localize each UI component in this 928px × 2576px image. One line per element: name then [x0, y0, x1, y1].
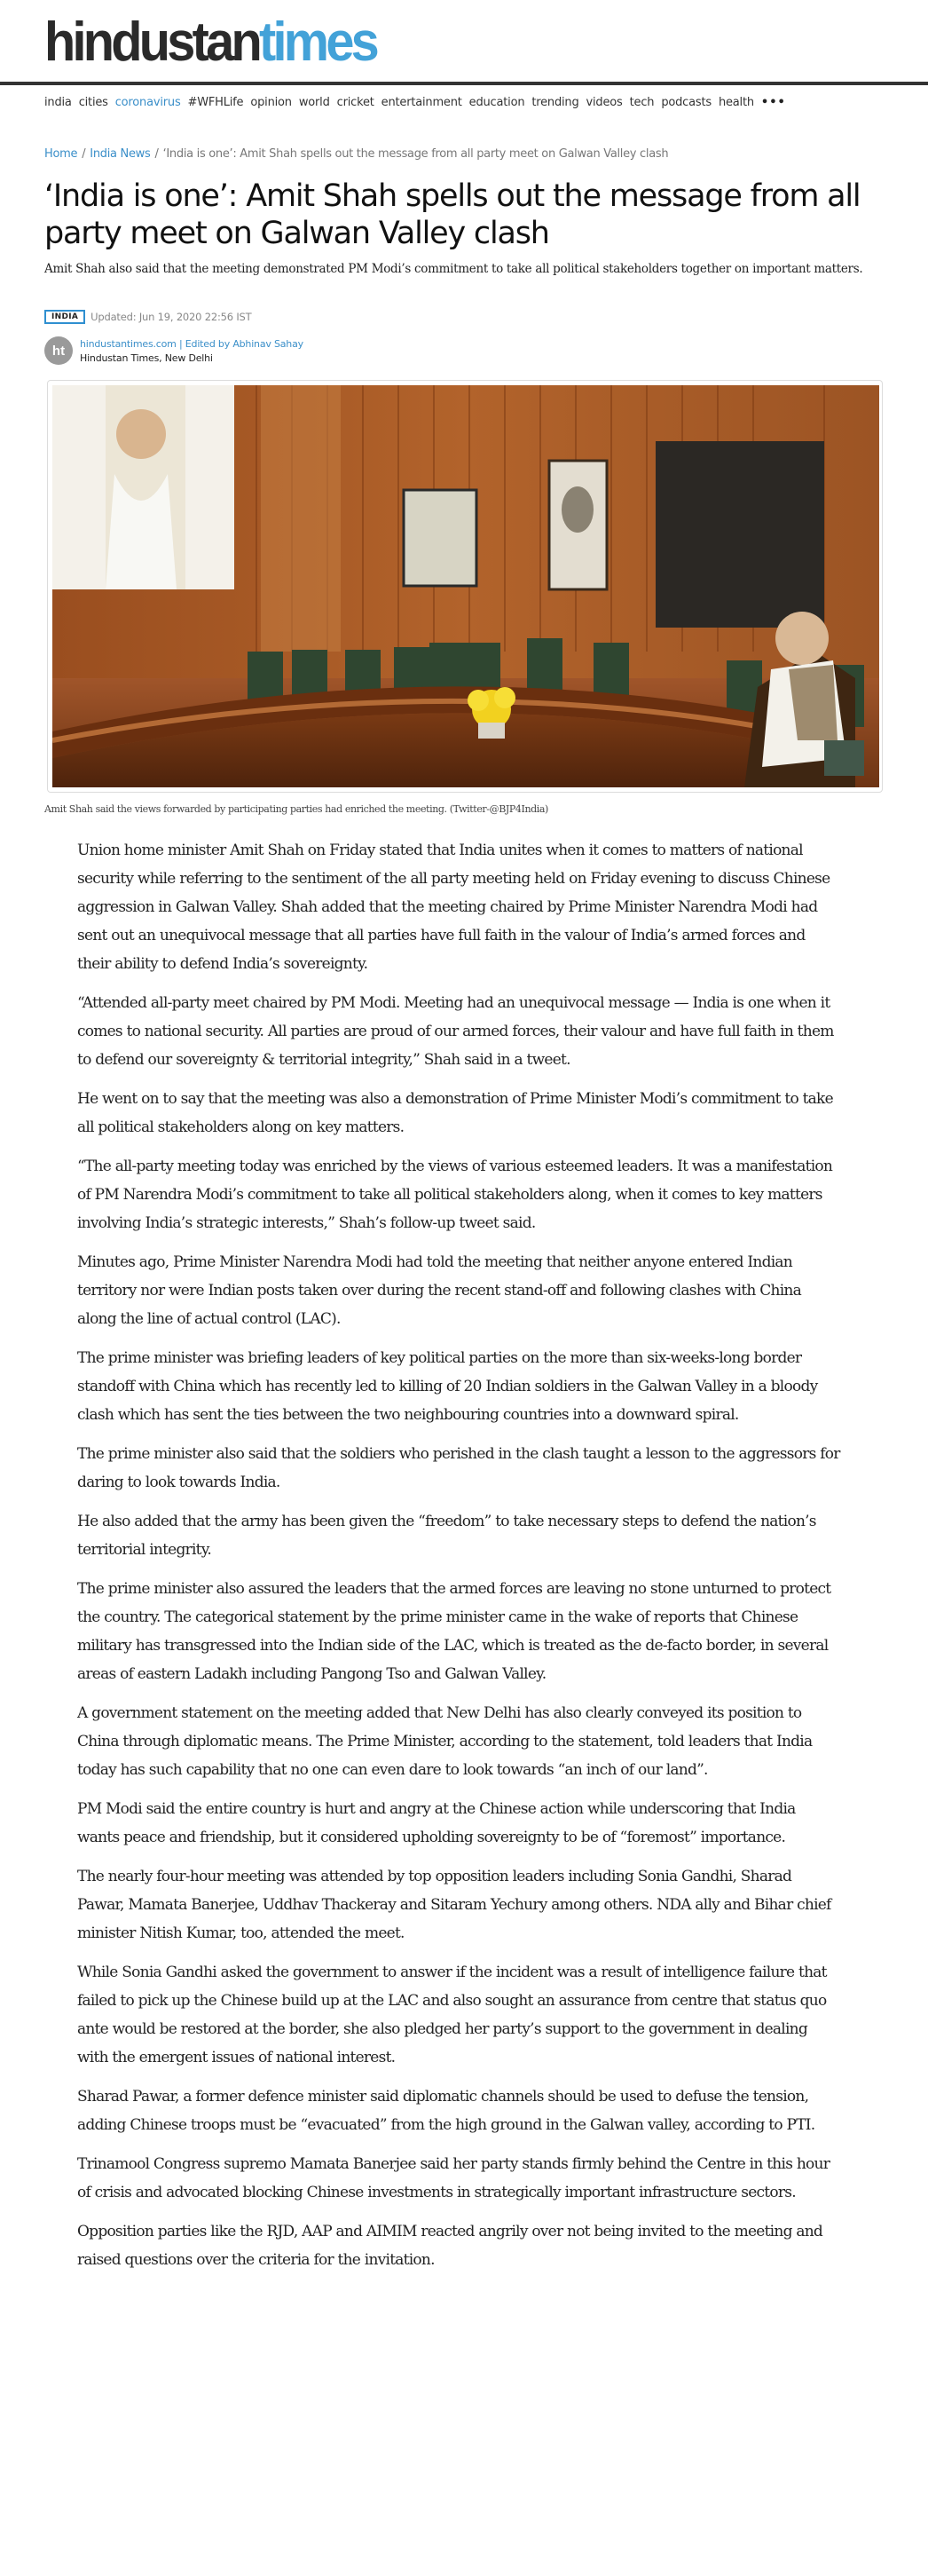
author-link[interactable]: hindustantimes.com | Edited by Abhinav Sahay	[80, 337, 303, 350]
nav-item-opinion[interactable]: opinion	[250, 96, 292, 109]
nav-item-wfhlife[interactable]: #WFHLife	[187, 96, 244, 109]
breadcrumb	[44, 147, 668, 161]
article-paragraph: PM Modi said the entire country is hurt and angry at the Chinese action while underscoring that India wants peace and friendship, but it considered upholding sovereignty to be of “foremost” importance.	[77, 1800, 796, 1846]
author-location: Hindustan Times, New Delhi	[80, 352, 213, 364]
breadcrumb-section[interactable]: India News	[90, 147, 151, 161]
article-paragraph: The nearly four-hour meeting was attended by top opposition leaders including Sonia Gandhi, Sharad Pawar, Mamata Banerjee, Uddhav Thackeray and Sitaram Yechury among others. NDA ally and Bihar chief minister Nitish Kumar, too, attended the meet.	[77, 1868, 831, 1942]
logo-text-dark: hindustan	[44, 12, 259, 73]
logo-text-blue: times	[258, 12, 377, 73]
article-photo[interactable]	[52, 385, 879, 787]
meeting-room-photo	[52, 385, 879, 787]
nav-item-cities[interactable]: cities	[78, 96, 108, 109]
nav-item-entertainment[interactable]: entertainment	[381, 96, 462, 109]
breadcrumb-current: ‘India is one’: Amit Shah spells out the message from all party meet on Galwan Valley clash	[162, 147, 669, 161]
nav-item-india[interactable]: india	[44, 96, 72, 109]
article-paragraph: He went on to say that the meeting was also a demonstration of Prime Minister Modi’s commitment to take all political stakeholders along on key matters.	[77, 1090, 833, 1136]
nav-item-coronavirus[interactable]: coronavirus	[114, 96, 181, 109]
article-paragraph: “The all-party meeting today was enriched by the views of various esteemed leaders. It was a manifestation of PM Narendra Modi’s commitment to take all political stakeholders along, when it comes to key matters involving India’s strategic interests,” Shah’s follow-up tweet said.	[77, 1158, 833, 1232]
nav-item-education[interactable]: education	[468, 96, 525, 109]
article-paragraph: The prime minister was briefing leaders of key political parties on the more than six-weeks-long border standoff with China which has recently led to killing of 20 Indian soldiers in the Galwan Valley in a bloody clash which has sent the ties between the two neighbouring countries into a downward spiral.	[77, 1349, 818, 1424]
article-paragraph: Minutes ago, Prime Minister Narendra Modi had told the meeting that neither anyone entered Indian territory nor were Indian posts taken over during the recent stand-off and following clashes with China along the line of actual control (LAC).	[77, 1253, 801, 1328]
article-paragraph: Opposition parties like the RJD, AAP and AIMIM reacted angrily over not being invited to the meeting and raised questions over the criteria for the invitation.	[77, 2223, 823, 2269]
main-nav	[44, 96, 786, 109]
article-paragraph: A government statement on the meeting added that New Delhi has also clearly conveyed its position to China through diplomatic means. The Prime Minister, according to the statement, told leaders that India today has such capability that no one can even dare to look towards “an inch of our land”.	[77, 1704, 813, 1779]
section-badge[interactable]: INDIA	[44, 310, 85, 324]
site-logo[interactable]	[44, 12, 377, 73]
author-byline	[44, 336, 303, 365]
nav-item-tech[interactable]: tech	[629, 96, 655, 109]
nav-item-podcasts[interactable]: podcasts	[661, 96, 712, 109]
header-divider	[0, 82, 928, 85]
article-paragraph: Sharad Pawar, a former defence minister said diplomatic channels should be used to defuse the tension, adding Chinese troops must be “evacuated” from the high ground in the Galwan valley, according to PTI.	[77, 2088, 815, 2134]
nav-item-videos[interactable]: videos	[586, 96, 623, 109]
article-summary: Amit Shah also said that the meeting demonstrated PM Modi’s commitment to take all political stakeholders together on important matters.	[44, 262, 863, 276]
breadcrumb-separator: /	[154, 147, 159, 161]
breadcrumb-home[interactable]: Home	[44, 147, 78, 161]
article-body	[77, 836, 840, 2285]
author-avatar: ht	[44, 336, 73, 365]
article-paragraph: The prime minister also assured the leaders that the armed forces are leaving no stone unturned to protect the country. The categorical statement by the prime minister came in the wake of reports that Chinese military has transgressed into the Indian side of the LAC, which is treated as the de-facto border, in several areas of eastern Ladakh including Pangong Tso and Galwan Valley.	[77, 1580, 831, 1683]
page-title: ‘India is one’: Amit Shah spells out the message from all party meet on Galwan Valley clash	[44, 178, 861, 251]
article-paragraph: Union home minister Amit Shah on Friday stated that India unites when it comes to matters of national security while referring to the sentiment of the all party meeting held on Friday evening to discuss Chinese aggression in Galwan Valley. Shah added that the meeting chaired by Prime Minister Narendra Modi had sent out an unequivocal message that all parties have full faith in the valour of India’s armed forces and their ability to defend India’s sovereignty.	[77, 842, 830, 973]
nav-item-health[interactable]: health	[718, 96, 754, 109]
nav-item-cricket[interactable]: cricket	[336, 96, 374, 109]
article-paragraph: He also added that the army has been given the “freedom” to take necessary steps to defend the nation’s territorial integrity.	[77, 1513, 816, 1559]
article-image-frame	[47, 380, 883, 793]
more-menu-icon[interactable]: •••	[760, 96, 786, 109]
nav-item-world[interactable]: world	[298, 96, 330, 109]
breadcrumb-separator: /	[82, 147, 86, 161]
article-paragraph: While Sonia Gandhi asked the government to answer if the incident was a result of intelligence failure that failed to pick up the Chinese build up at the LAC and also sought an assurance from centre that status quo ante would be restored at the border, she also pledged her party’s support to the government in dealing with the emergent issues of national interest.	[77, 1964, 827, 2066]
image-caption: Amit Shah said the views forwarded by participating parties had enriched the meeting. (Twitter-@BJP4India)	[44, 803, 548, 815]
article-paragraph: “Attended all-party meet chaired by PM Modi. Meeting had an unequivocal message — India is one when it comes to national security. All parties are proud of our armed forces, their valour and have full faith in them to defend our sovereignty & territorial integrity,” Shah said in a tweet.	[77, 994, 834, 1069]
article-paragraph: Trinamool Congress supremo Mamata Banerjee said her party stands firmly behind the Centre in this hour of crisis and advocated blocking Chinese investments in strategically important infrastructure sectors.	[77, 2155, 830, 2201]
article-meta	[44, 310, 251, 324]
nav-item-trending[interactable]: trending	[531, 96, 579, 109]
article-paragraph: The prime minister also said that the soldiers who perished in the clash taught a lesson to the aggressors for daring to look towards India.	[77, 1445, 840, 1491]
updated-timestamp: Updated: Jun 19, 2020 22:56 IST	[90, 311, 252, 323]
